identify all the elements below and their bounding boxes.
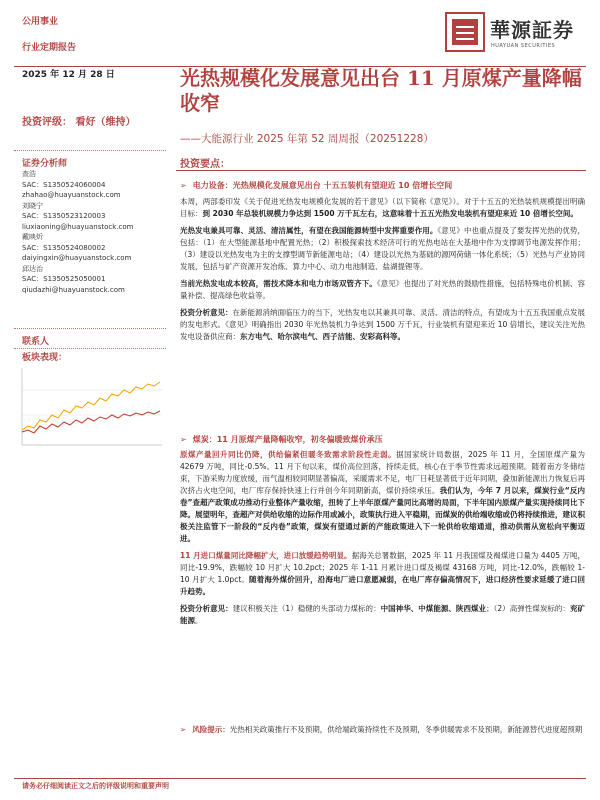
- analyst-name: 戴映炘: [22, 233, 43, 241]
- paragraph: 原煤产量回升同比仍降，供给偏紧但暖冬致需求阶段性走弱。据国家统计局数据，2025 年 11 月，全国原煤产量为 42679 万吨，同比-0.5%。11 月下旬以来，煤价高位回落，持续走低，核心在于季节性需求远超预期。随着南方冬储结束，下游采购力度放缓，而气温相较同期显著偏高，采暖需求不足，电厂日耗显著低于近年同期，叠加新能源出力恢复后再次挤占火电空间，电厂库存保持快速上行并创今年同期新高，煤价持续承压。我们认为，今年 7 月以来，煤炭行业“反内卷”查超产政策成功推动行业整体产量收缩，扭转了上半年原煤产量同比高增的局面，下半年国内原煤产量实现持续同比下降。展望明年，查超产对供给收缩的边际作用或减小，政策执行进入平稳期，而煤炭的供给端收缩或仍将持续推进，建议积极关注监管下一阶段的“反内卷”政策，煤炭有望通过新的产能政策进入下一轮供给收缩通道，推动供需从宽松向平衡迈进。: [180, 450, 586, 543]
- analyst-email[interactable]: zhahao@huayuanstock.com: [22, 191, 121, 199]
- analyst-email[interactable]: liuxiaoning@huayuanstock.com: [22, 222, 134, 231]
- divider: [14, 328, 166, 329]
- paragraph: 11 月进口煤量同比降幅扩大，进口放缓趋势明显。据海关总署数据，2025 年 11 月我国煤及褐煤进口量为 4405 万吨，同比-19.9%，跌幅较 10 月扩大 10.2pct；2025 年 1-11 月累计进口煤及褐煤 43168 万吨，同比-12.0%，跌幅较 1-10 月扩大 1.0pct。随着海外煤价回升，沿海电厂进口意愿减弱，在电厂库存偏高情况下，进口经济性要求延缓了进口回升趋势。: [180, 551, 586, 596]
- logo-en: HUAYUAN SECURITIES: [491, 43, 556, 49]
- analyst-name: 邱达治: [22, 264, 43, 273]
- trend-line-2: [22, 411, 160, 433]
- paragraph: 投资分析意见：在新能源消纳面临压力的当下，光热发电以其兼具可靠、灵活、清洁的特点，有望成为十五五我国重点发展的发电形式。《意见》明确指出 2030 年光热装机力争达到 1500 万千瓦，行业装机有望迎来近 10 倍增长，建议关注光热发电设备供应商：东方电气、哈尔滨电气、西子洁能、安彩高科等。: [180, 308, 585, 341]
- analyst-email[interactable]: daiyingxin@huayuanstock.com: [22, 254, 132, 262]
- report-date: 2025 年 12 月 28 日: [22, 70, 115, 80]
- paragraph: 光热发电兼具可靠、灵活、清洁属性，有望在我国能源转型中发挥重要作用。《意见》中也重点提及了要发挥光热的优势，包括：（1）在大型能源基地中配置光热；（2）积极探索技术经济可行的光热电站在大基地中作为支撑调节电源发挥作用；（3）建设以光热发电为主的支撑型调节新能源电站；（4）建设以光热为基础的源网荷储一体化系统；（5）光热与产业协同发展，包括与矿产资源开发冶炼、算力中心、动力电池制造、盐湖提锂等。: [180, 226, 585, 271]
- arrow-bullet-icon: ➢: [180, 435, 187, 444]
- key-points-divider: [176, 170, 586, 171]
- divider: [14, 150, 166, 151]
- report-type: 行业定期报告: [22, 43, 77, 53]
- analyst-list: [22, 169, 167, 295]
- trend-heading: 板块表现：: [22, 353, 68, 363]
- contact-heading: 联系人: [22, 337, 50, 347]
- analyst-name: 查浩: [22, 170, 36, 178]
- section-bullet-power: ➢ 电力设备：光热规模化发展意见出台 十五五装机有望迎近 10 倍增长空间: [180, 181, 453, 190]
- report-title: 光热规模化发展意见出台 11 月原煤产量降幅收窄: [180, 66, 582, 115]
- trend-line-1: [22, 382, 160, 430]
- analyst-sac: SAC：S1350524060004: [22, 180, 106, 189]
- report-subtitle: ——大能源行业 2025 年第 52 周周报（20251228）: [180, 133, 434, 145]
- section-coal-body: [180, 449, 585, 632]
- analyst-heading: 证券分析师: [22, 159, 68, 169]
- logo-seal-icon: [445, 12, 485, 52]
- logo-name: 華源証券: [490, 18, 574, 42]
- analyst-sac: SAC：S1350525050001: [22, 275, 106, 283]
- paragraph: 本周，两部委印发《关于促进光热发电规模化发展的若干意见》（以下简称《意见》）。对于十五五的光热装机规模提出明确目标：到 2030 年总装机规模力争达到 1500 万千瓦左右，这意味着十五五光热发电装机有望迎来近 10 倍增长空间。: [180, 197, 585, 218]
- key-points-heading: 投资要点：: [180, 159, 230, 170]
- analyst-email[interactable]: qiudazhi@huayuanstock.com: [22, 285, 125, 294]
- paragraph: ➢ 风险提示：光热相关政策推行不及预期，供给端政策持续性不及预期，冬季供暖需求不及预期，新能源替代进度超预期: [180, 725, 583, 734]
- sector-trend-chart: [14, 360, 166, 455]
- brand-logo: [445, 12, 585, 56]
- section-bullet-coal: ➢ 煤炭：11 月原煤产量降幅收窄，初冬偏暖致煤价承压: [180, 435, 383, 444]
- analyst-sac: SAC：S1350524080002: [22, 243, 106, 252]
- arrow-bullet-icon: ➢: [180, 181, 187, 190]
- risk-warning: [180, 724, 585, 741]
- investment-rating: 投资评级： 看好（维持）: [22, 117, 136, 128]
- paragraph: 投资分析意见：建议积极关注（1）稳健的头部动力煤标的：中国神华、中煤能源、陕西煤业；（2）高弹性煤炭标的：兖矿能源。: [180, 604, 585, 625]
- analyst-sac: SAC：S1350523120003: [22, 212, 106, 220]
- report-category: 公用事业: [22, 17, 59, 27]
- footer-divider: [14, 778, 586, 779]
- divider: [14, 348, 166, 349]
- paragraph: 当前光热发电成本较高，需技术降本和电力市场双管齐下。《意见》也提出了对光热的鼓励性措施，包括特殊电价机制、容量补偿、提高绿色收益等。: [180, 279, 586, 300]
- section-power-body: [180, 196, 585, 348]
- arrow-bullet-icon: ➢: [180, 725, 187, 734]
- footer-disclaimer: 请务必仔细阅读正文之后的评级说明和重要声明: [22, 782, 169, 790]
- analyst-name: 刘晓宁: [22, 201, 43, 210]
